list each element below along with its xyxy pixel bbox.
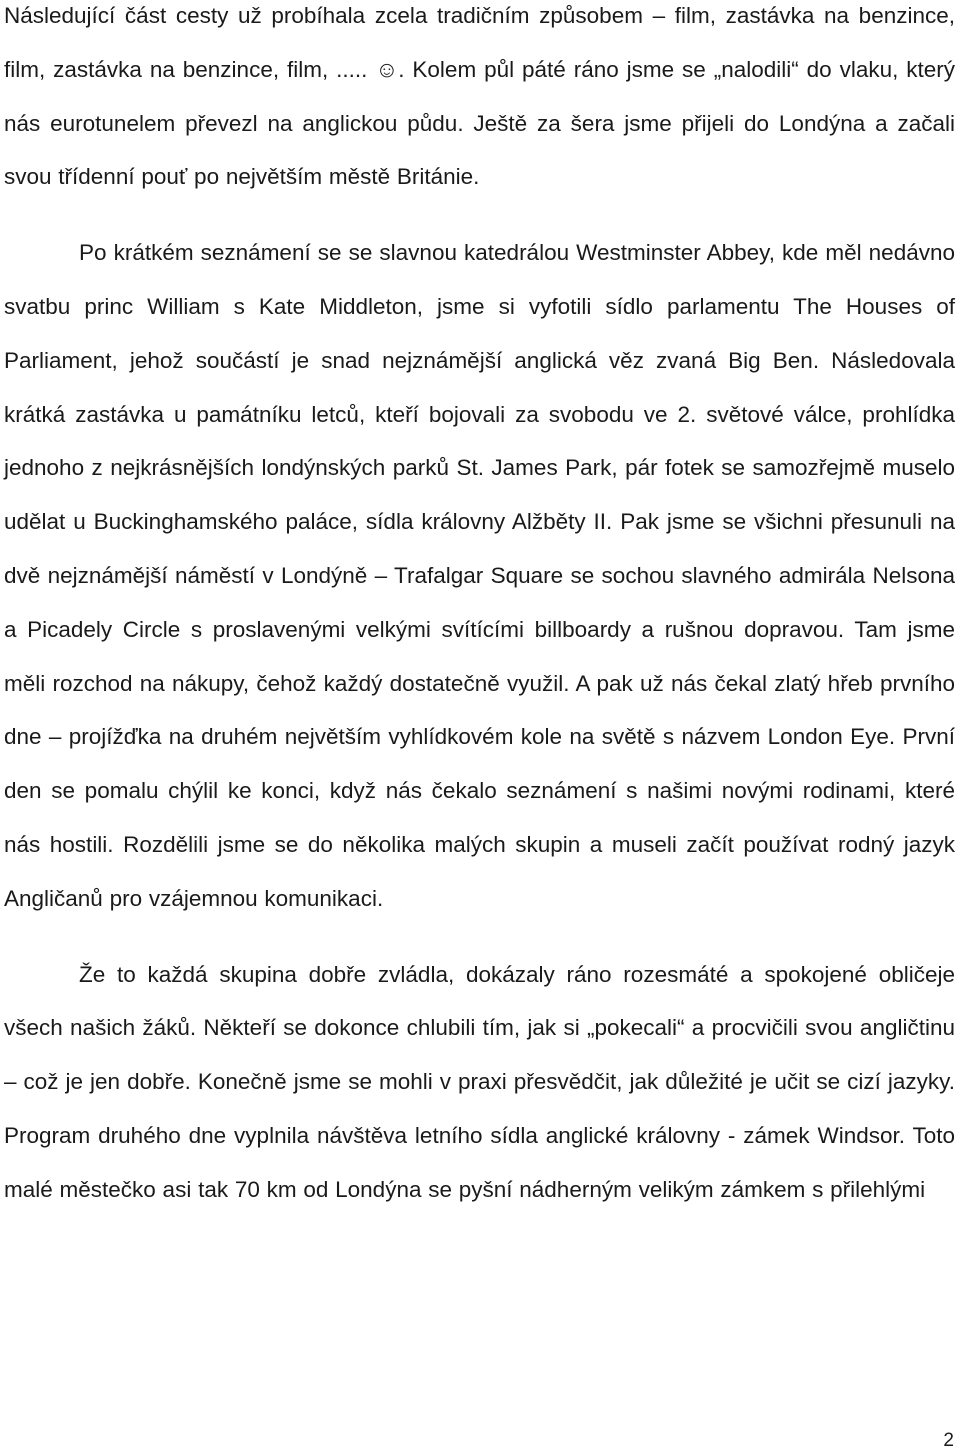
paragraph-second-day: Že to každá skupina dobře zvládla, dokázaly ráno rozesmáté a spokojené obličeje všech našich žáků. Někteří se dokonce chlubili tím, jak si „pokecali“ a procvičili svou angličtinu – což je jen dobře. Konečně jsme se mohli v praxi přesvědčit, jak důležité je učit se cizí jazyky. Program druhého dne vyplnila návštěva letního sídla anglické královny - zámek Windsor. Toto malé městečko asi tak 70 km od Londýna se pyšní nádherným velikým zámkem s přilehlými [4, 961, 955, 1202]
paragraph-travel-intro: Následující část cesty už probíhala zcela tradičním způsobem – film, zastávka na benzince, film, zastávka na benzince, film, ..... ☺. Kolem půl páté ráno jsme se „nalodili“ do vlaku, který nás eurotunelem převezl na anglickou půdu. Ještě za šera jsme přijeli do Londýna a začali svou třídenní pouť po největším městě Británie. [4, 3, 955, 190]
paragraph-gap [4, 204, 955, 226]
paragraph-london-day-one: Po krátkém seznámení se se slavnou katedrálou Westminster Abbey, kde měl nedávno svatbu princ William s Kate Middleton, jsme si vyfotili sídlo parlamentu The Houses of Parliament, jehož součástí je snad nejznámější anglická věz zvaná Big Ben. Následovala krátká zastávka u památníku letců, kteří bojovali za svobodu ve 2. světové válce, prohlídka jednoho z nejkrásnějších londýnských parků St. James Park, pár fotek se samozřejmě muselo udělat u Buckinghamského paláce, sídla královny Alžběty II. Pak jsme se všichni přesunuli na dvě nejznámější náměstí v Londýně – Trafalgar Square se sochou slavného admirála Nelsona a Picadely Circle s proslavenými velkými svítícími billboardy a rušnou dopravou. Tam jsme měli rozchod na nákupy, čehož každý dostatečně využil. A pak už nás čekal zlatý hřeb prvního dne – projížďka na druhém největším vyhlídkovém kole na světě s názvem London Eye. První den se pomalu chýlil ke konci, když nás čekalo seznámení s našimi novými rodinami, které nás hostili. Rozdělili jsme se do několika malých skupin a museli začít používat rodný jazyk Angličanů pro vzájemnou komunikaci. [4, 240, 955, 911]
page-number: 2 [943, 1430, 954, 1451]
document-page [4, 0, 955, 1217]
paragraph-gap [4, 926, 955, 948]
